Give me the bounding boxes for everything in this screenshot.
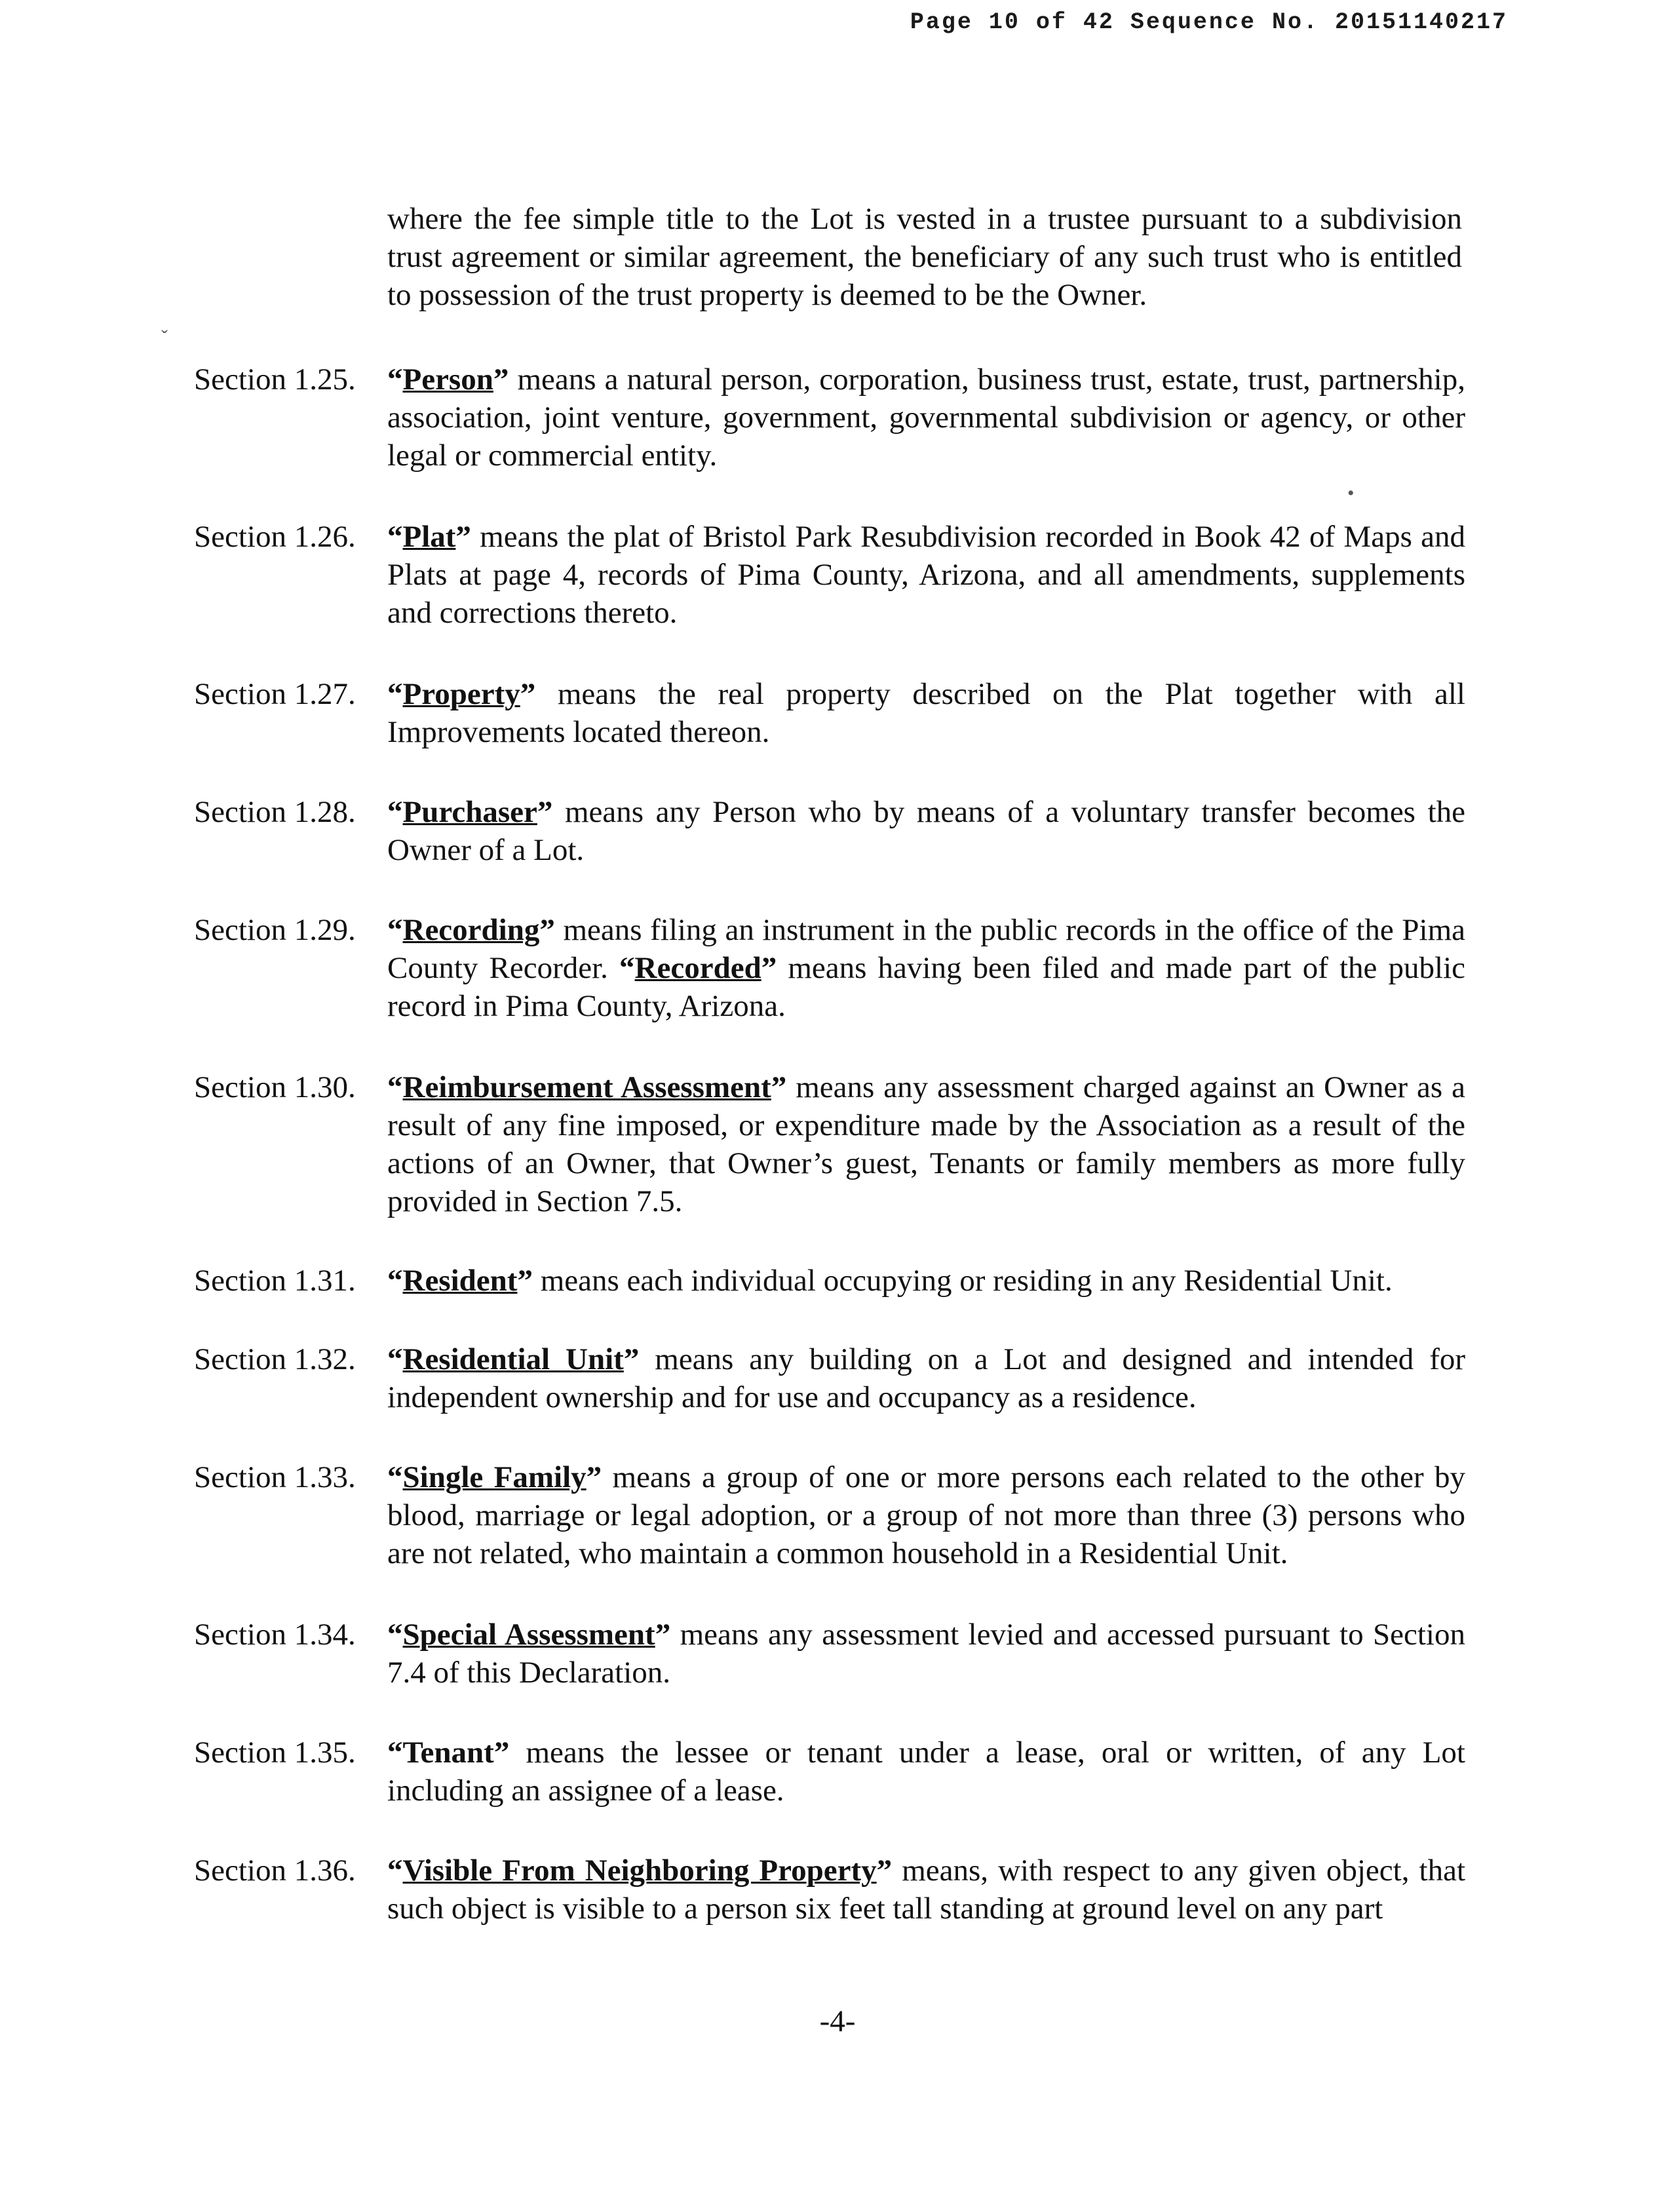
section-body: “Special Assessment” means any assessment levied and accessed pursuant to Section 7.4 of this Declaration.: [387, 1618, 1465, 1690]
section-body: “Recording” means filing an instrument in the public records in the office of the Pima County Recorder. “Recorded” means having been filed and made part of the public record in Pima County, Arizona.: [387, 913, 1465, 1023]
defined-term: “Reimbursement Assessment”: [387, 1070, 787, 1104]
section-label: Section 1.36.: [194, 1853, 356, 1888]
page-number: -4-: [819, 2004, 856, 2038]
section-body: “Purchaser” means any Person who by means of a voluntary transfer becomes the Owner of a Lot.: [387, 795, 1465, 867]
section-label: Section 1.28.: [194, 795, 356, 829]
defined-term: “Person”: [387, 362, 509, 397]
section-body: “Residential Unit” means any building on a Lot and designed and intended for independent ownership and for use and occupancy as a residence.: [387, 1342, 1465, 1414]
section-body: “Property” means the real property described on the Plat together with all Improvements located thereon.: [387, 677, 1465, 749]
section-body: “Person” means a natural person, corporation, business trust, estate, trust, partnership, association, joint venture, government, governmental subdivision or agency, or other legal or commercial entity.: [387, 362, 1465, 473]
defined-term: “Tenant”: [387, 1736, 510, 1770]
section-label: Section 1.31.: [194, 1264, 356, 1298]
section-label: Section 1.30.: [194, 1070, 356, 1104]
defined-term: “Single Family”: [387, 1460, 602, 1494]
defined-term: “Special Assessment”: [387, 1618, 671, 1652]
page-header: Page 10 of 42 Sequence No. 20151140217: [910, 9, 1508, 35]
section-label: Section 1.26.: [194, 520, 356, 554]
section-body: “Tenant” means the lessee or tenant under a lease, oral or written, of any Lot including an assignee of a lease.: [387, 1736, 1465, 1808]
scan-dot: •: [1347, 482, 1355, 504]
section-label: Section 1.34.: [194, 1618, 356, 1652]
section-label: Section 1.29.: [194, 913, 356, 947]
defined-term: “Plat”: [387, 520, 471, 554]
defined-term: “Property”: [387, 677, 536, 711]
continuation-paragraph: [387, 200, 1462, 314]
section-label: Section 1.32.: [194, 1342, 356, 1376]
section-body: “Visible From Neighboring Property” means, with respect to any given object, that such object is visible to a person six feet tall standing at ground level on any part: [387, 1853, 1465, 1926]
defined-term: “Resident”: [387, 1264, 533, 1298]
section-body: “Plat” means the plat of Bristol Park Resubdivision recorded in Book 42 of Maps and Plats at page 4, records of Pima County, Arizona, and all amendments, supplements and corrections thereto.: [387, 520, 1465, 630]
section-label: Section 1.27.: [194, 677, 356, 711]
section-body: “Resident” means each individual occupying or residing in any Residential Unit.: [387, 1264, 1393, 1298]
section-body: “Reimbursement Assessment” means any assessment charged against an Owner as a result of any fine imposed, or expenditure made by the Association as a result of the actions of an Owner, that Owner’s guest, Tenants or family members as more fully provided in Section 7.5.: [387, 1070, 1466, 1218]
continuation-text: where the fee simple title to the Lot is vested in a trustee pursuant to a subdivision trust agreement or similar agreement, the beneficiary of any such trust who is entitled to possession of the trust property is deemed to be the Owner.: [387, 202, 1462, 312]
section-label: Section 1.33.: [194, 1460, 356, 1494]
defined-term: “Visible From Neighboring Property”: [387, 1853, 893, 1888]
defined-term: “Purchaser”: [387, 795, 553, 829]
defined-term-2: “Recorded”: [619, 951, 777, 985]
scan-mark: ˇ: [161, 326, 168, 348]
section-label: Section 1.25.: [194, 362, 356, 397]
section-label: Section 1.35.: [194, 1736, 356, 1770]
defined-term: “Residential Unit”: [387, 1342, 640, 1376]
section-body: “Single Family” means a group of one or more persons each related to the other by blood, marriage or legal adoption, or a group of not more than three (3) persons who are not related, who maintain a common household in a Residential Unit.: [387, 1460, 1465, 1570]
defined-term: “Recording”: [387, 913, 555, 947]
